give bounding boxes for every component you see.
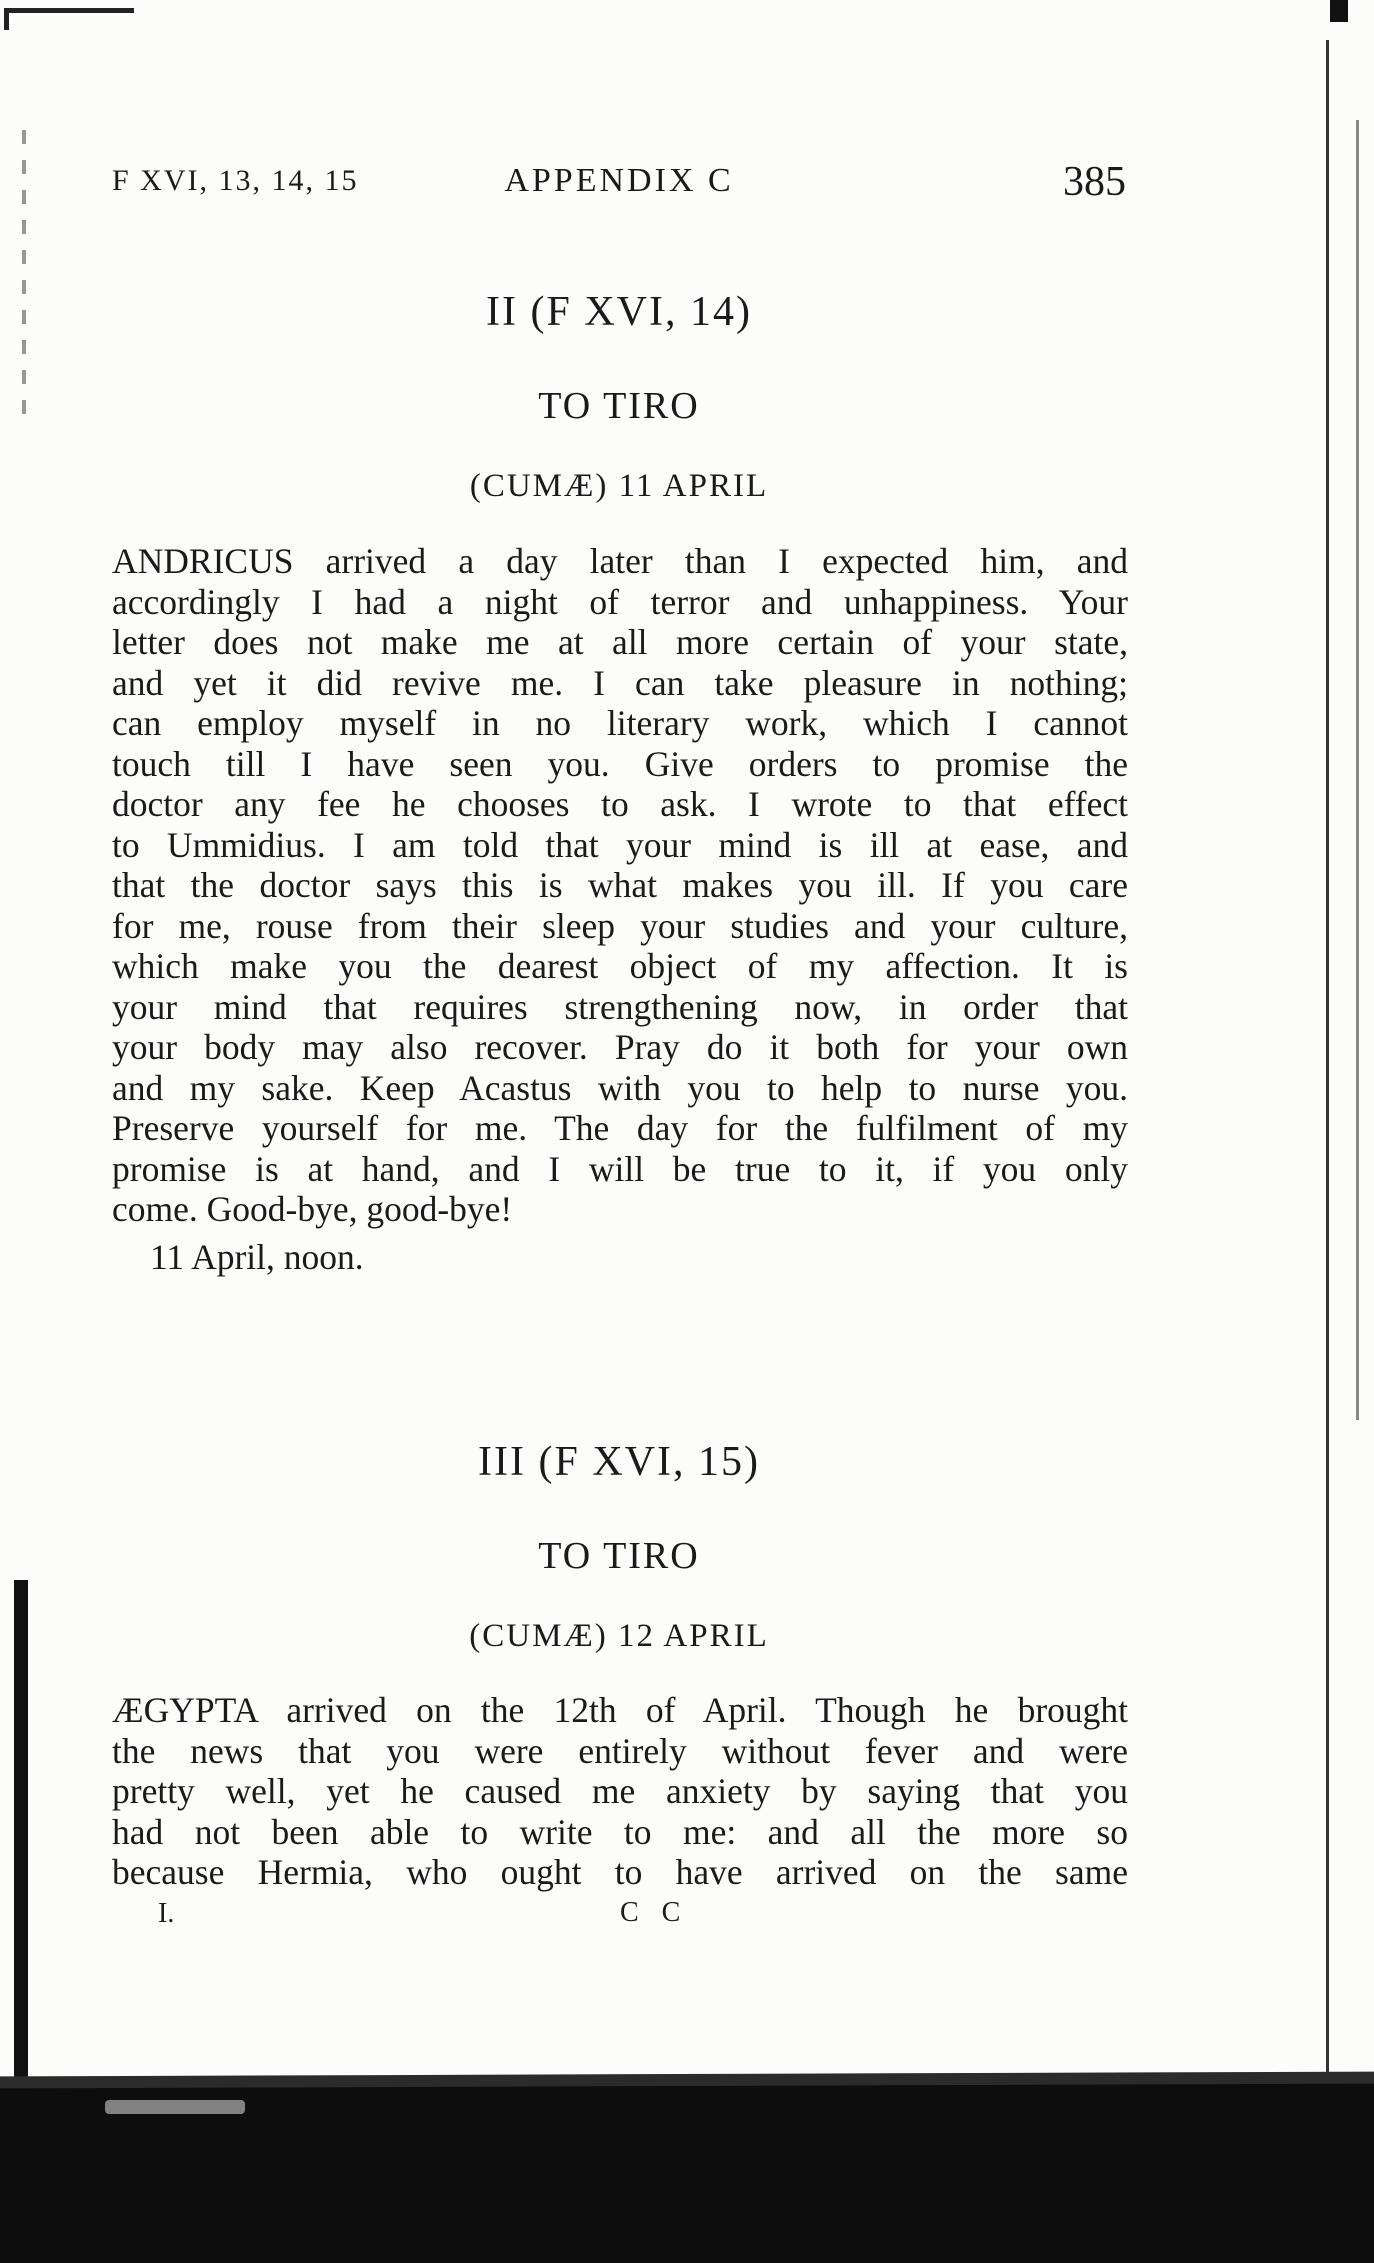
- text-line: which make you the dearest object of my affection. It is: [112, 946, 1128, 986]
- letter-3-body: [112, 1690, 1128, 1893]
- text-line: and my sake. Keep Acastus with you to help to nurse you.: [112, 1067, 1128, 1108]
- text-line: come. Good-bye, good-bye!: [112, 1189, 513, 1229]
- text-line: ÆGYPTA arrived on the 12th of April. Though he brought: [112, 1690, 1128, 1730]
- scan-edge-top-right: [1330, 0, 1348, 22]
- letter-3-number: III (F XVI, 15): [478, 1439, 760, 1485]
- running-head-reference: F XVI, 13, 14, 15: [112, 164, 359, 197]
- letter-2-body: [112, 541, 1128, 1230]
- text-line: Preserve yourself for me. The day for the fulfilment of my: [112, 1108, 1128, 1148]
- scan-edge-top-left: [4, 8, 134, 13]
- text-line: had not been able to write to me: and all the more so: [112, 1811, 1128, 1852]
- signature-mark: I.: [158, 1898, 175, 1929]
- letter-3-addressee: TO TIRO: [538, 1535, 700, 1577]
- binding-marks: [22, 130, 26, 430]
- page-edge-line: [1326, 40, 1329, 2100]
- text-line: can employ myself in no literary work, which I cannot: [112, 703, 1128, 743]
- letter-2-date: (CUMÆ) 11 APRIL: [469, 468, 769, 504]
- letter-2-closing: 11 April, noon.: [150, 1237, 364, 1277]
- text-line: because Hermia, who ought to have arrived on the same: [112, 1852, 1128, 1892]
- letter-3-date: (CUMÆ) 12 APRIL: [469, 1618, 769, 1654]
- binding-shadow: [14, 1580, 28, 2080]
- letter-2-addressee: TO TIRO: [538, 385, 700, 427]
- text-line: your mind that requires strengthening now, in order that: [112, 986, 1128, 1027]
- text-line: promise is at hand, and I will be true to it, if you only: [112, 1148, 1128, 1189]
- text-line: doctor any fee he chooses to ask. I wrote to that effect: [112, 784, 1128, 824]
- text-line: letter does not make me at all more certain of your state,: [112, 622, 1128, 662]
- text-line: for me, rouse from their sleep your studies and your culture,: [112, 905, 1128, 946]
- gathering-mark: C C: [620, 1897, 689, 1928]
- text-line: to Ummidius. I am told that your mind is ill at ease, and: [112, 824, 1128, 865]
- page-number: 385: [1063, 159, 1126, 205]
- text-line: that the doctor says this is what makes you ill. If you care: [112, 865, 1128, 905]
- running-head: [112, 158, 1126, 208]
- text-line: ANDRICUS arrived a day later than I expected him, and: [112, 541, 1128, 581]
- text-line: the news that you were entirely without fever and were: [112, 1730, 1128, 1771]
- text-line: pretty well, yet he caused me anxiety by saying that you: [112, 1771, 1128, 1811]
- text-line: touch till I have seen you. Give orders to promise the: [112, 743, 1128, 784]
- text-line: accordingly I had a night of terror and unhappiness. Your: [112, 581, 1128, 622]
- page-edge-line-outer: [1356, 120, 1359, 1420]
- text-line: your body may also recover. Pray do it both for your own: [112, 1027, 1128, 1067]
- scan-smudge: [105, 2100, 245, 2114]
- scan-edge-top-left-vertical: [4, 8, 9, 30]
- running-head-title: APPENDIX C: [504, 162, 734, 199]
- text-line: and yet it did revive me. I can take pleasure in nothing;: [112, 662, 1128, 703]
- letter-2-number: II (F XVI, 14): [486, 289, 752, 335]
